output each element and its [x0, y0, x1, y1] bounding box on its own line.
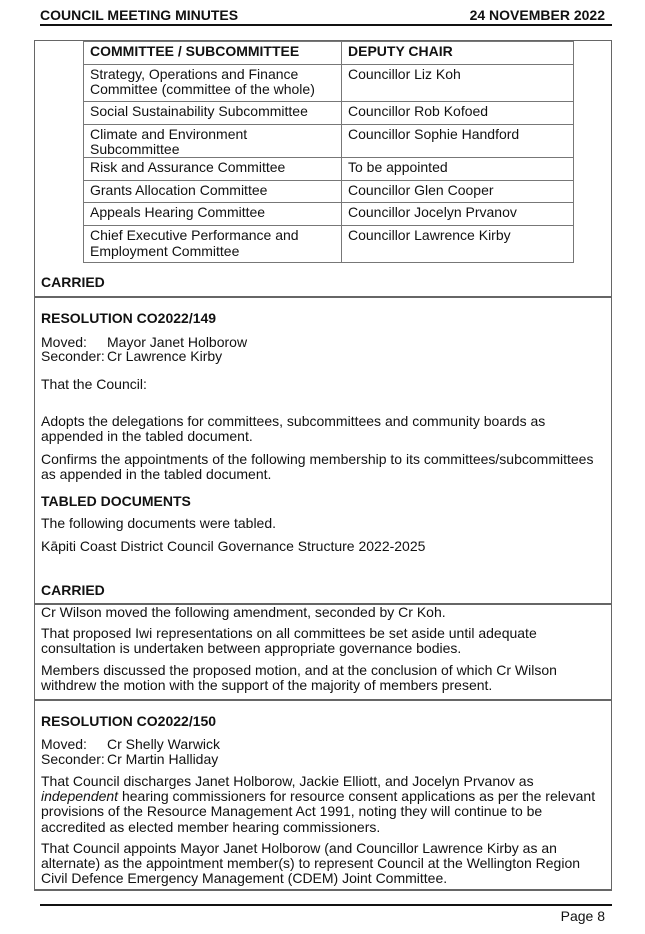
- paragraph: Members discussed the proposed motion, and at the conclusion of which Cr Wilson withdrew the motion with the support of the majority of members present.: [41, 662, 557, 694]
- table-row: [84, 65, 574, 102]
- committee-cell: Risk and Assurance Committee: [84, 158, 342, 181]
- footer-rule: [40, 904, 612, 906]
- paragraph: Adopts the delegations for committees, subcommittees and community boards as appended in the tabled document.: [41, 413, 546, 445]
- mover: Cr Shelly Warwick: [107, 736, 221, 752]
- mover: Mayor Janet Holborow: [107, 334, 248, 350]
- section-divider: [34, 699, 612, 701]
- committee-cell: Grants Allocation Committee: [84, 181, 342, 203]
- deputy-chair-cell: To be appointed: [342, 158, 574, 181]
- moved-label: Moved:: [41, 334, 87, 350]
- text: That Council discharges Janet Holborow, Jackie Elliott, and Jocelyn Prvanov as: [41, 773, 534, 789]
- deputy-chair-table: [83, 41, 574, 263]
- page-number: Page 8: [560, 908, 605, 924]
- paragraph: The following documents were tabled.: [41, 515, 277, 531]
- section-divider: [34, 296, 612, 298]
- committee-cell: Climate and Environment Subcommittee: [84, 125, 342, 158]
- deputy-chair-cell: Councillor Liz Koh: [342, 65, 574, 102]
- deputy-chair-cell: Councillor Glen Cooper: [342, 181, 574, 203]
- column-header: DEPUTY CHAIR: [342, 42, 574, 65]
- carried-label: CARRIED: [41, 274, 105, 290]
- table-row: [84, 158, 574, 181]
- tabled-document: Kāpiti Coast District Council Governance Structure 2022-2025: [41, 538, 426, 554]
- seconder: Cr Lawrence Kirby: [107, 348, 223, 364]
- moved-line: [41, 737, 601, 752]
- paragraph: That Council appoints Mayor Janet Holborow (and Councillor Lawrence Kirby as an alternate) as the appointment member(s) to represent Council at the Wellington Region Civil Defence Emergency Management (CDEM) Joint Committee.: [41, 840, 581, 887]
- document-title: COUNCIL MEETING MINUTES: [40, 7, 239, 23]
- text: hearing commissioners for resource consent applications as per the relevant provisions of the Resource Management Act 1991, noting they will continue to be accredited as elected member hearing commissioners.: [41, 788, 596, 835]
- header-rule: [40, 24, 612, 26]
- paragraph: [41, 774, 601, 835]
- resolution-title: RESOLUTION CO2022/149: [41, 310, 217, 326]
- committee-cell: Appeals Hearing Committee: [84, 203, 342, 226]
- seconder-line: [41, 349, 601, 364]
- box-bottom: [34, 889, 612, 891]
- paragraph: That proposed Iwi representations on all committees be set aside until adequate consultation is undertaken between appropriate governance bodies.: [41, 625, 537, 657]
- table-row: [84, 203, 574, 226]
- meeting-date: 24 NOVEMBER 2022: [469, 7, 605, 23]
- paragraph: Cr Wilson moved the following amendment, seconded by Cr Koh.: [41, 604, 446, 620]
- moved-label: Moved:: [41, 736, 87, 752]
- carried-label: CARRIED: [41, 582, 105, 598]
- deputy-chair-cell: Councillor Sophie Handford: [342, 125, 574, 158]
- table-header-row: [84, 42, 574, 65]
- deputy-chair-cell: Councillor Lawrence Kirby: [342, 226, 574, 263]
- seconder-label: Seconder:: [41, 751, 105, 767]
- tabled-documents-heading: TABLED DOCUMENTS: [41, 493, 191, 509]
- committee-cell: Social Sustainability Subcommittee: [84, 102, 342, 125]
- table-row: [84, 125, 574, 158]
- column-header: COMMITTEE / SUBCOMMITTEE: [84, 42, 342, 65]
- committee-cell: Strategy, Operations and Finance Committee (committee of the whole): [84, 65, 342, 102]
- resolution-title: RESOLUTION CO2022/150: [41, 713, 217, 729]
- table-row: [84, 226, 574, 263]
- seconder-label: Seconder:: [41, 348, 105, 364]
- deputy-chair-cell: Councillor Rob Kofoed: [342, 102, 574, 125]
- table-row: [84, 102, 574, 125]
- deputy-chair-cell: Councillor Jocelyn Prvanov: [342, 203, 574, 226]
- seconder-line: [41, 752, 601, 767]
- paragraph: Confirms the appointments of the following membership to its committees/subcommittees as appended in the tabled document.: [41, 451, 594, 483]
- seconder: Cr Martin Halliday: [107, 751, 219, 767]
- table-row: [84, 181, 574, 203]
- paragraph: That the Council:: [41, 376, 147, 392]
- committee-cell: Chief Executive Performance and Employment Committee: [84, 226, 342, 263]
- emphasis: independent: [41, 788, 119, 805]
